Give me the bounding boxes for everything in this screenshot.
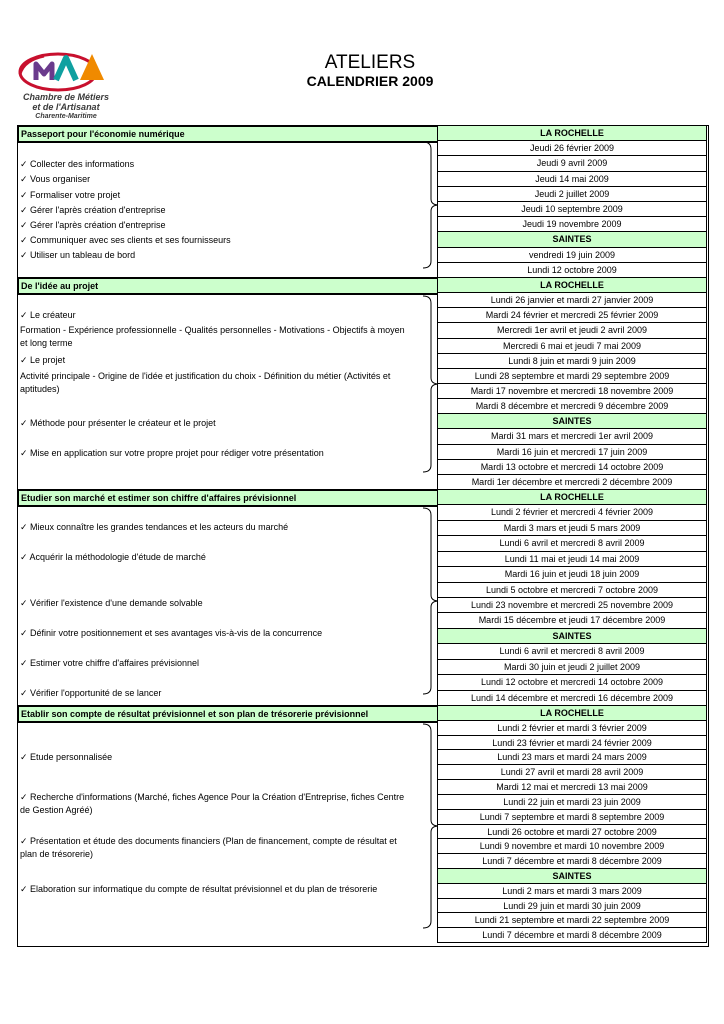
org-line-2: et de l'Artisanat	[32, 102, 100, 112]
date-cell: Mardi 1er décembre et mercredi 2 décembre 2009	[437, 474, 707, 490]
topic-item: ✓ Méthode pour présenter le créateur et le projet	[20, 418, 216, 428]
date-cell: Lundi 7 septembre et mardi 8 septembre 2009	[437, 809, 707, 825]
date-cell: Lundi 8 juin et mardi 9 juin 2009	[437, 353, 707, 369]
date-cell: Lundi 14 décembre et mercredi 16 décembre 2009	[437, 690, 707, 706]
topic-item: ✓ Vérifier l'existence d'une demande solvable	[20, 598, 203, 608]
page-title: ATELIERS	[324, 52, 416, 73]
topic-item: ✓ Mieux connaître les grandes tendances et les acteurs du marché	[20, 522, 289, 532]
date-cell: Mardi 15 décembre et jeudi 17 décembre 2009	[437, 612, 707, 628]
location-header: SAINTES	[437, 413, 707, 429]
date-cell: Lundi 26 octobre et mardi 27 octobre 2009	[437, 824, 707, 840]
date-cell: Lundi 11 mai et jeudi 14 mai 2009	[437, 551, 707, 567]
date-cell: Jeudi 9 avril 2009	[437, 155, 707, 171]
date-cell: Mardi 12 mai et mercredi 13 mai 2009	[437, 779, 707, 795]
date-cell: Mardi 16 juin et jeudi 18 juin 2009	[437, 566, 707, 582]
topic-item: ✓ Définir votre positionnement et ses avantages vis-à-vis de la concurrence	[20, 628, 323, 638]
date-cell: Mardi 16 juin et mercredi 17 juin 2009	[437, 444, 707, 460]
topic-item: ✓ Utiliser un tableau de bord	[20, 250, 136, 260]
location-header: SAINTES	[437, 231, 707, 247]
section-header: Passeport pour l'économie numérique	[17, 125, 443, 143]
topic-item: ✓ Le projet	[20, 355, 66, 365]
topic-item: ✓ Gérer l'après création d'entreprise	[20, 205, 166, 215]
location-header: SAINTES	[437, 628, 707, 644]
date-cell: Lundi 2 février et mercredi 4 février 2009	[437, 504, 707, 520]
date-cell: vendredi 19 juin 2009	[437, 247, 707, 263]
org-line-1: Chambre de Métiers	[22, 92, 110, 102]
topic-item: ✓ Présentation et étude des documents financiers (Plan de financement, compte de résultat et plan de trésorerie)	[20, 836, 397, 859]
topic-item: Formation - Expérience professionnelle - Qualités personnelles - Motivations - Objectifs à moyen et long terme	[20, 325, 405, 348]
date-cell: Mardi 24 février et mercredi 25 février 2009	[437, 307, 707, 323]
date-cell: Lundi 12 octobre et mercredi 14 octobre 2009	[437, 674, 707, 690]
topic-item: ✓ Communiquer avec ses clients et ses fournisseurs	[20, 235, 231, 245]
date-cell: Jeudi 10 septembre 2009	[437, 201, 707, 217]
topic-item: ✓ Elaboration sur informatique du compte de résultat prévisionnel et du plan de trésorerie	[20, 884, 378, 894]
date-cell: Lundi 6 avril et mercredi 8 avril 2009	[437, 535, 707, 551]
section-header: Etudier son marché et estimer son chiffre d'affaires prévisionnel	[17, 489, 443, 507]
date-cell: Lundi 23 novembre et mercredi 25 novembre 2009	[437, 597, 707, 613]
date-cell: Lundi 6 avril et mercredi 8 avril 2009	[437, 643, 707, 659]
date-cell: Jeudi 2 juillet 2009	[437, 186, 707, 202]
topic-item: ✓ Vérifier l'opportunité de se lancer	[20, 688, 162, 698]
date-cell: Lundi 23 février et mardi 24 février 2009	[437, 735, 707, 751]
date-cell: Mardi 31 mars et mercredi 1er avril 2009	[437, 428, 707, 444]
date-cell: Lundi 12 octobre 2009	[437, 262, 707, 278]
org-line-3: Charente-Maritime	[35, 113, 97, 120]
topic-item: ✓ Gérer l'après création d'entreprise	[20, 220, 166, 230]
topic-item: ✓ Acquérir la méthodologie d'étude de marché	[20, 552, 206, 562]
date-cell: Mardi 17 novembre et mercredi 18 novembre 2009	[437, 383, 707, 399]
location-header: SAINTES	[437, 868, 707, 884]
topic-item: ✓ Mise en application sur votre propre projet pour rédiger votre présentation	[20, 448, 324, 458]
date-cell: Mardi 30 juin et jeudi 2 juillet 2009	[437, 659, 707, 675]
date-cell: Mardi 8 décembre et mercredi 9 décembre 2009	[437, 398, 707, 414]
topic-item: ✓ Collecter des informations	[20, 159, 135, 169]
topic-item: ✓ Estimer votre chiffre d'affaires prévisionnel	[20, 658, 200, 668]
date-cell: Lundi 2 mars et mardi 3 mars 2009	[437, 883, 707, 899]
date-cell: Mardi 3 mars et jeudi 5 mars 2009	[437, 520, 707, 536]
date-cell: Lundi 26 janvier et mardi 27 janvier 2009	[437, 292, 707, 308]
date-cell: Jeudi 19 novembre 2009	[437, 216, 707, 232]
date-cell: Lundi 5 octobre et mercredi 7 octobre 2009	[437, 582, 707, 598]
location-header: LA ROCHELLE	[437, 705, 707, 721]
location-header: LA ROCHELLE	[437, 125, 707, 141]
page-subtitle: CALENDRIER 2009	[306, 73, 434, 89]
topic-item: ✓ Recherche d'informations (Marché, fiches Agence Pour la Création d'Entreprise, fiches Centre de Gestion Agréé)	[20, 792, 405, 815]
topic-item: ✓ Vous organiser	[20, 174, 91, 184]
location-header: LA ROCHELLE	[437, 277, 707, 293]
location-header: LA ROCHELLE	[437, 489, 707, 505]
date-cell: Lundi 29 juin et mardi 30 juin 2009	[437, 898, 707, 914]
date-cell: Lundi 7 décembre et mardi 8 décembre 2009	[437, 853, 707, 869]
section-header: Etablir son compte de résultat prévisionnel et son plan de trésorerie prévisionnel	[17, 705, 443, 723]
date-cell: Lundi 28 septembre et mardi 29 septembre 2009	[437, 368, 707, 384]
date-cell: Lundi 23 mars et mardi 24 mars 2009	[437, 749, 707, 765]
topic-item: Activité principale - Origine de l'idée et justification du choix - Définition du métier (Activités et aptitudes)	[20, 371, 391, 394]
topic-item: ✓ Le créateur	[20, 310, 76, 320]
date-cell: Lundi 2 février et mardi 3 février 2009	[437, 720, 707, 736]
date-cell: Mercredi 1er avril et jeudi 2 avril 2009	[437, 322, 707, 338]
date-cell: Lundi 22 juin et mardi 23 juin 2009	[437, 794, 707, 810]
date-cell: Lundi 27 avril et mardi 28 avril 2009	[437, 764, 707, 780]
date-cell: Mardi 13 octobre et mercredi 14 octobre 2009	[437, 459, 707, 475]
date-cell: Lundi 7 décembre et mardi 8 décembre 2009	[437, 927, 707, 943]
date-cell: Jeudi 26 février 2009	[437, 140, 707, 156]
date-cell: Lundi 21 septembre et mardi 22 septembre 2009	[437, 912, 707, 928]
organization-name	[14, 92, 118, 121]
date-cell: Lundi 9 novembre et mardi 10 novembre 2009	[437, 838, 707, 854]
topic-item: ✓ Etude personnalisée	[20, 752, 113, 762]
section-header: De l'idée au projet	[17, 277, 443, 295]
date-cell: Mercredi 6 mai et jeudi 7 mai 2009	[437, 338, 707, 354]
date-cell: Jeudi 14 mai 2009	[437, 171, 707, 187]
topic-item: ✓ Formaliser votre projet	[20, 190, 121, 200]
